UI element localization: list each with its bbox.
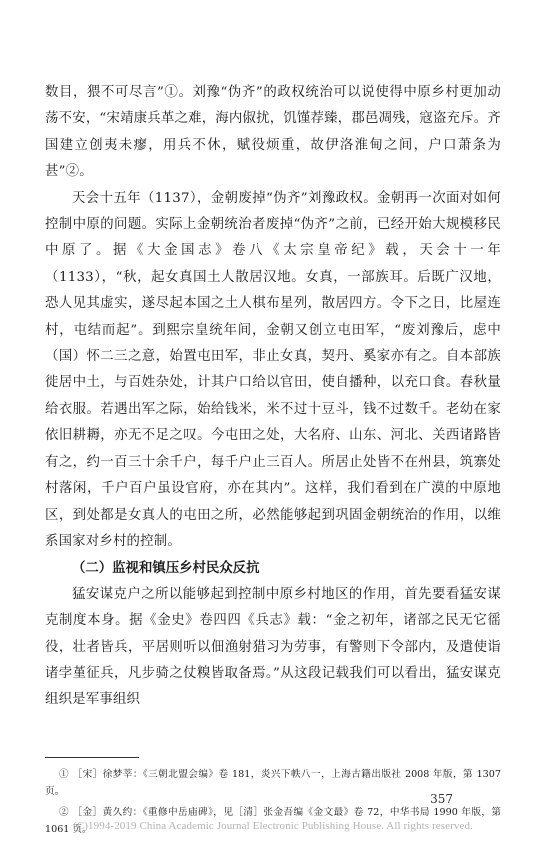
paragraph-jin-tuntian: 天会十五年（1137），金朝废掉“伪齐”刘豫政权。金朝再一次面对如何控制中原的问题。实际上金朝统治者废掉“伪齐”之前，已经开始大规模移民中原了。据《大金国志》卷八《太宗皇帝纪》载，天会十一年（1133），“秋，起女真国土人散居汉地。女真，一部族耳。后既广汉地，恐人见其虚实，遂尽起本国之土人棋布星列，散居四方。令下之日，比屋连村，屯结而起”。到熙宗皇统年间，金朝又创立屯田军，“废刘豫后，虑中（国）怀二三之意，始置屯田军，非止女真，契丹、奚家亦有之。自本部族徙居中土，与百姓杂处，计其户口给以官田，使自播种，以充口食。春秋量给衣服。若遇出军之际，始给钱米，米不过十豆斗，钱不过数千。老幼在家依旧耕耨，亦无不足之叹。今屯田之处，大名府、山东、河北、关西诸路皆有之，约一百三十余千户，每千户止三百人。所居止处皆不在州县，筑寨处村落闲，千户百户虽设官府，亦在其内”。这样，我们看到在广漠的中原地区，到处都是女真人的屯田之所，必然能够起到巩固金朝统治的作用，以维系国家对乡村的控制。 <box>45 190 501 549</box>
footnote-1: ① ［宋］徐梦莘：《三朝北盟会编》卷 181，炎兴下帙八一，上海古籍出版社 2008 年版，第 1307 页。 <box>45 769 501 797</box>
footnote-divider <box>45 757 139 758</box>
body-text <box>45 80 501 714</box>
paragraph-continuation: 数目，猥不可尽言”①。刘豫“伪齐”的政权统治可以说使得中原乡村更加动荡不安，“宋靖康兵革之难，海内俶扰，饥馑荐臻，郡邑凋残，寇盗充斥。齐国建立创夷未瘳，用兵不休，赋役烦重，故伊洛淮甸之间，户口萧条为甚”②。 <box>45 85 501 180</box>
footnote-2: ② ［金］黄久约：《重修中岳庙碑》，见［清］张金吾编《金文最》卷 72，中华书局 1990 年版，第 1061 页。 <box>45 807 501 835</box>
page-number: 357 <box>430 792 453 806</box>
paragraph-mengan-mouke: 猛安谋克户之所以能够起到控制中原乡村地区的作用，首先要看猛安谋克制度本身。据《金史》卷四四《兵志》载：“金之初年，诸部之民无它徭役，壮者皆兵，平居则听以佃渔射猎习为劳事，有警则下令部内，及遣使诣诸孛堇征兵，凡步骑之仗糗皆取备焉。”从这段记载我们可以看出，猛安谋克组织是军事组织 <box>45 586 501 708</box>
copyright-watermark: (C)1994-2019 China Academic Journal Electronic Publishing House. All rights reserved. <box>73 820 473 832</box>
section-heading: （二）监视和镇压乡村民众反抗 <box>72 560 260 577</box>
